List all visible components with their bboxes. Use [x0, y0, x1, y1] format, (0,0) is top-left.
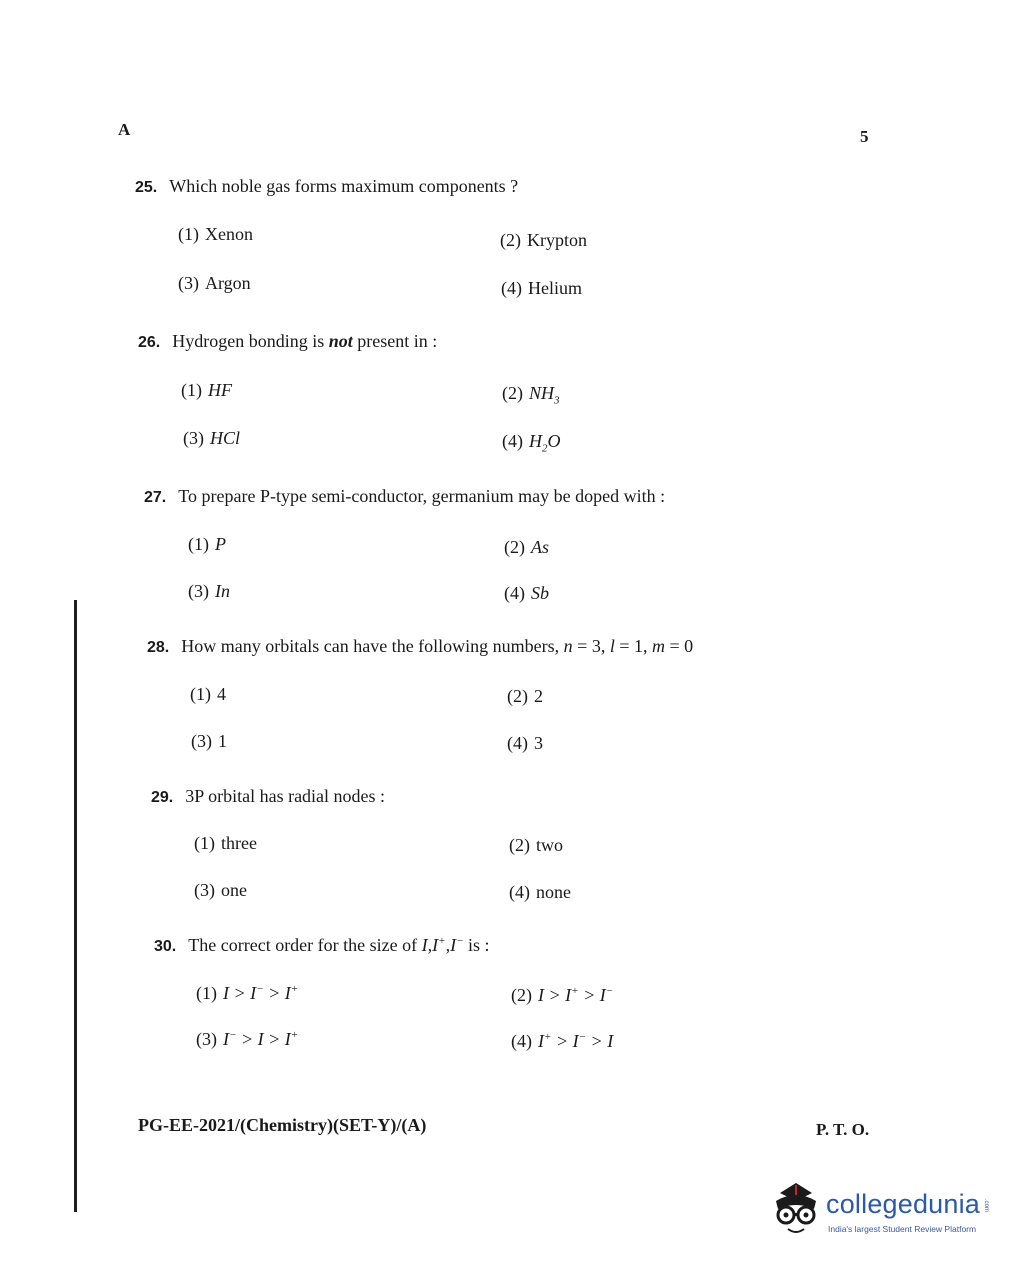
option-27-4: (4) Sb — [504, 583, 549, 603]
option-28-4: (4) 3 — [507, 733, 543, 753]
emphasis-not: not — [328, 331, 353, 351]
student-mascot-icon — [766, 1179, 826, 1241]
question-number: 28. — [147, 639, 170, 656]
question-text: To prepare P-type semi-conductor, germanium may be doped with : — [178, 486, 666, 506]
option-29-1: (1) three — [194, 833, 257, 853]
option-30-4: (4) I+ > I− > I — [511, 1031, 614, 1051]
question-29 — [151, 786, 385, 807]
question-number: 26. — [138, 334, 161, 351]
option-25-2: (2) Krypton — [500, 230, 587, 250]
option-28-2: (2) 2 — [507, 686, 543, 706]
option-27-3: (3) In — [188, 581, 230, 601]
option-27-1: (1) P — [188, 534, 226, 554]
option-25-4: (4) Helium — [501, 278, 582, 298]
question-25 — [135, 176, 518, 197]
brand-name: collegedunia — [826, 1189, 981, 1219]
option-26-1: (1) HF — [181, 380, 232, 400]
question-number: 29. — [151, 789, 174, 806]
option-30-3: (3) I− > I > I+ — [196, 1029, 299, 1049]
scan-margin-line — [74, 600, 77, 1212]
option-28-1: (1) 4 — [190, 684, 226, 704]
set-letter: A — [118, 120, 131, 139]
option-26-3: (3) HCl — [183, 428, 241, 448]
option-25-3: (3) Argon — [178, 273, 251, 293]
brand-tagline: India's largest Student Review Platform — [828, 1224, 977, 1234]
page-number: 5 — [860, 127, 869, 146]
option-28-3: (3) 1 — [191, 731, 227, 751]
question-30: 30. The correct order for the size of I,I+,I− is : — [154, 935, 490, 955]
question-26: 26. Hydrogen bonding is not present in : — [138, 331, 438, 351]
option-29-2: (2) two — [509, 835, 563, 855]
option-30-2: (2) I > I+ > I− — [511, 985, 614, 1005]
question-number: 25. — [135, 179, 158, 196]
collegedunia-watermark — [766, 1177, 996, 1249]
paper-code: PG-EE-2021/(Chemistry)(SET-Y)/(A) — [138, 1115, 427, 1135]
question-27 — [144, 486, 665, 507]
question-28: 28. How many orbitals can have the following numbers, n = 3, l = 1, m = 0 — [147, 636, 694, 656]
option-27-2: (2) As — [504, 537, 549, 557]
option-29-3: (3) one — [194, 880, 247, 900]
question-text: 3P orbital has radial nodes : — [185, 786, 386, 806]
option-26-4: (4) $H_2O$ — [502, 431, 561, 455]
please-turn-over: P. T. O. — [816, 1120, 870, 1139]
option-30-1: (1) I > I− > I+ — [196, 983, 299, 1003]
brand-suffix: .com — [983, 1199, 989, 1213]
question-number: 30. — [154, 938, 177, 955]
question-number: 27. — [144, 489, 167, 506]
option-25-1: (1) Xenon — [178, 224, 253, 244]
option-26-2: (2) $NH_3$ — [502, 383, 560, 407]
option-29-4: (4) none — [509, 882, 571, 902]
question-text: Which noble gas forms maximum components ? — [169, 176, 519, 196]
